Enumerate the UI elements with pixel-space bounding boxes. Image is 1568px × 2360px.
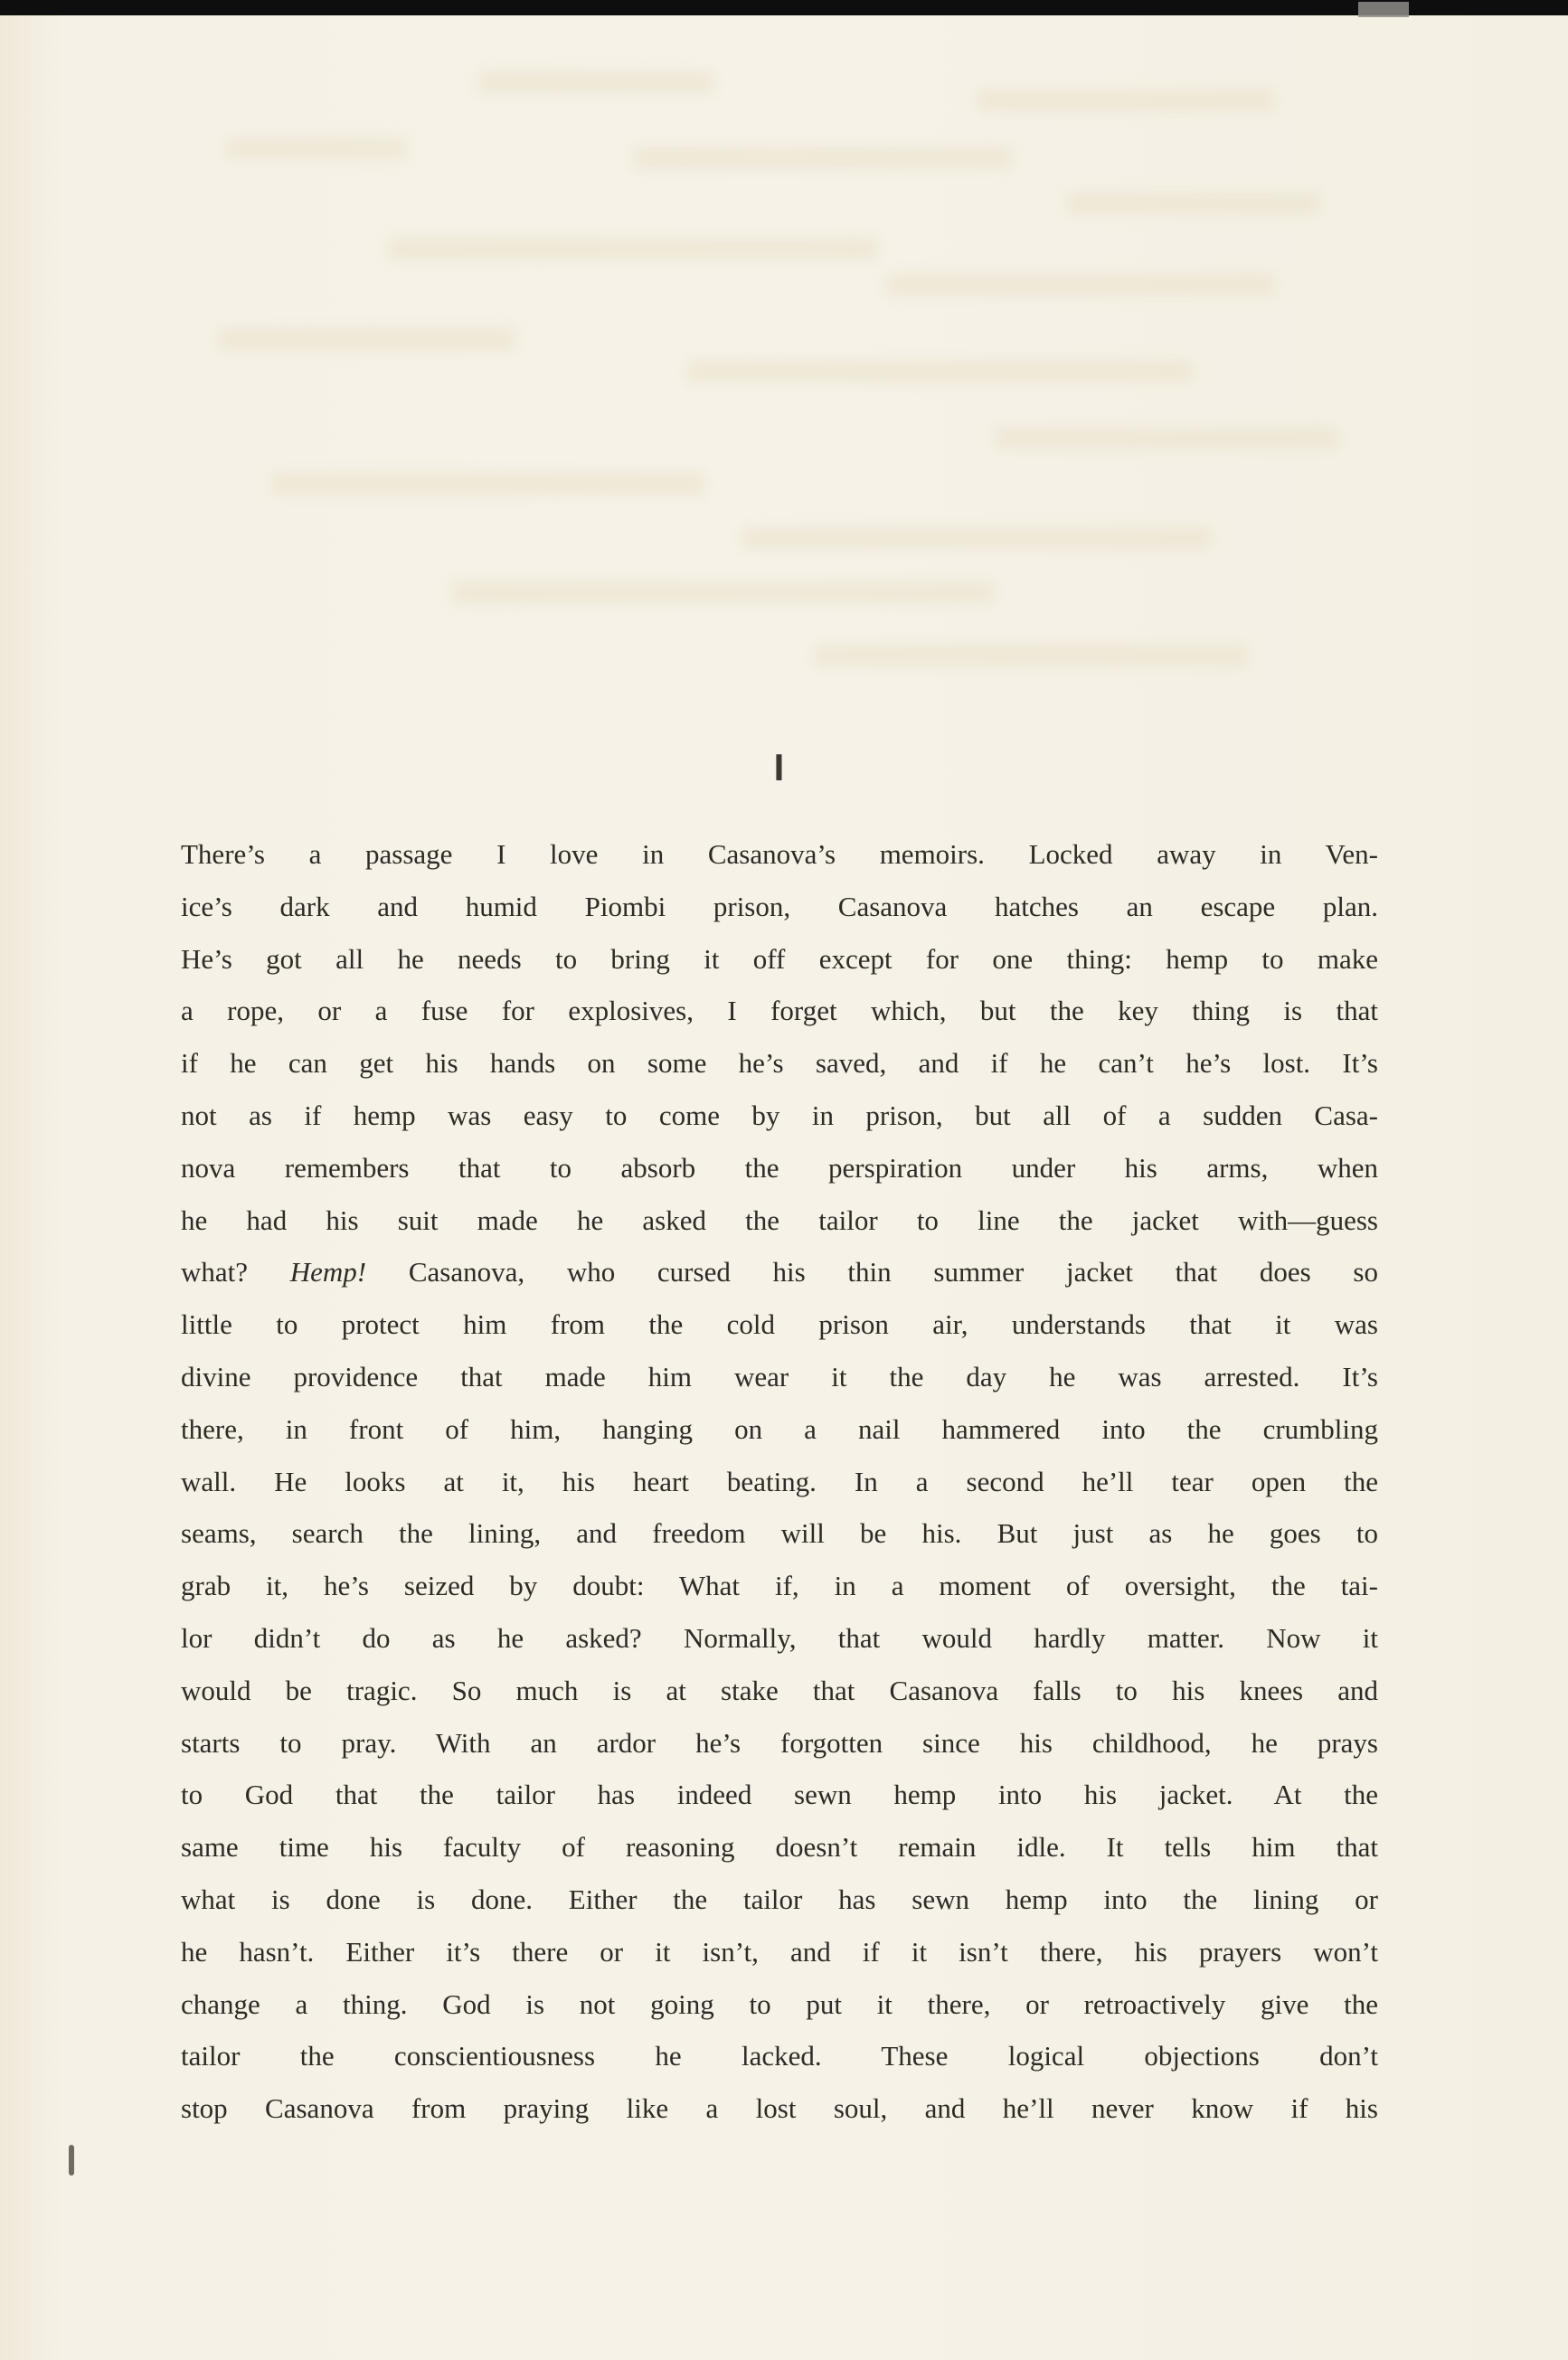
text-line: wall. He looks at it, his heart beating. In a second he’ll tear open the bbox=[181, 1465, 1378, 1497]
text-line: would be tragic. So much is at stake that Casanova falls to his knees and bbox=[181, 1674, 1378, 1706]
text-line: nova remembers that to absorb the perspiration under his arms, when bbox=[181, 1151, 1378, 1184]
text-line: a rope, or a fuse for explosives, I forget which, but the key thing is that bbox=[181, 995, 1378, 1027]
text-line: seams, search the lining, and freedom will be his. But just as he goes to bbox=[181, 1517, 1378, 1550]
text-line: there, in front of him, hanging on a nail hammered into the crumbling bbox=[181, 1412, 1378, 1445]
scan-mark-artifact bbox=[69, 2145, 74, 2176]
text-line: tailor the conscientiousness he lacked. These logical objections don’t bbox=[181, 2040, 1378, 2072]
scan-edge-artifact bbox=[0, 0, 1568, 15]
text-line: same time his faculty of reasoning doesn’t remain idle. It tells him that bbox=[181, 1831, 1378, 1864]
text-line: to God that the tailor has indeed sewn hemp into his jacket. At the bbox=[181, 1779, 1378, 1811]
body-text bbox=[181, 828, 1378, 2135]
text-line: divine providence that made him wear it the day he was arrested. It’s bbox=[181, 1360, 1378, 1392]
text-line: little to protect him from the cold prison air, understands that it was bbox=[181, 1308, 1378, 1341]
text-line: he had his suit made he asked the tailor to line the jacket with—guess bbox=[181, 1204, 1378, 1236]
text-line: He’s got all he needs to bring it off except for one thing: hemp to make bbox=[181, 942, 1378, 975]
text-line: if he can get his hands on some he’s saved, and if he can’t he’s lost. It’s bbox=[181, 1047, 1378, 1080]
text-line: lor didn’t do as he asked? Normally, that would hardly matter. Now it bbox=[181, 1621, 1378, 1654]
text-line: stop Casanova from praying like a lost soul, and he’ll never know if his bbox=[181, 2092, 1378, 2125]
text-line: not as if hemp was easy to come by in prison, but all of a sudden Casa- bbox=[181, 1099, 1378, 1131]
text-line: There’s a passage I love in Casanova’s memoirs. Locked away in Ven- bbox=[181, 838, 1378, 870]
text-line: starts to pray. With an ardor he’s forgotten since his childhood, he prays bbox=[181, 1726, 1378, 1759]
text-line: what? Hemp! Casanova, who cursed his thin summer jacket that does so bbox=[181, 1256, 1378, 1289]
chapter-number: I bbox=[773, 746, 786, 788]
text-line: ice’s dark and humid Piombi prison, Casanova hatches an escape plan. bbox=[181, 890, 1378, 922]
text-line: change a thing. God is not going to put it there, or retroactively give the bbox=[181, 1987, 1378, 2020]
italic-text: Hemp! bbox=[289, 1256, 367, 1289]
text-line: he hasn’t. Either it’s there or it isn’t, and if it isn’t there, his prayers won’t bbox=[181, 1935, 1378, 1968]
text-line: what is done is done. Either the tailor has sewn hemp into the lining or bbox=[181, 1883, 1378, 1915]
scan-smudge-artifact bbox=[1358, 2, 1409, 17]
text-line: grab it, he’s seized by doubt: What if, in a moment of oversight, the tai- bbox=[181, 1570, 1378, 1602]
